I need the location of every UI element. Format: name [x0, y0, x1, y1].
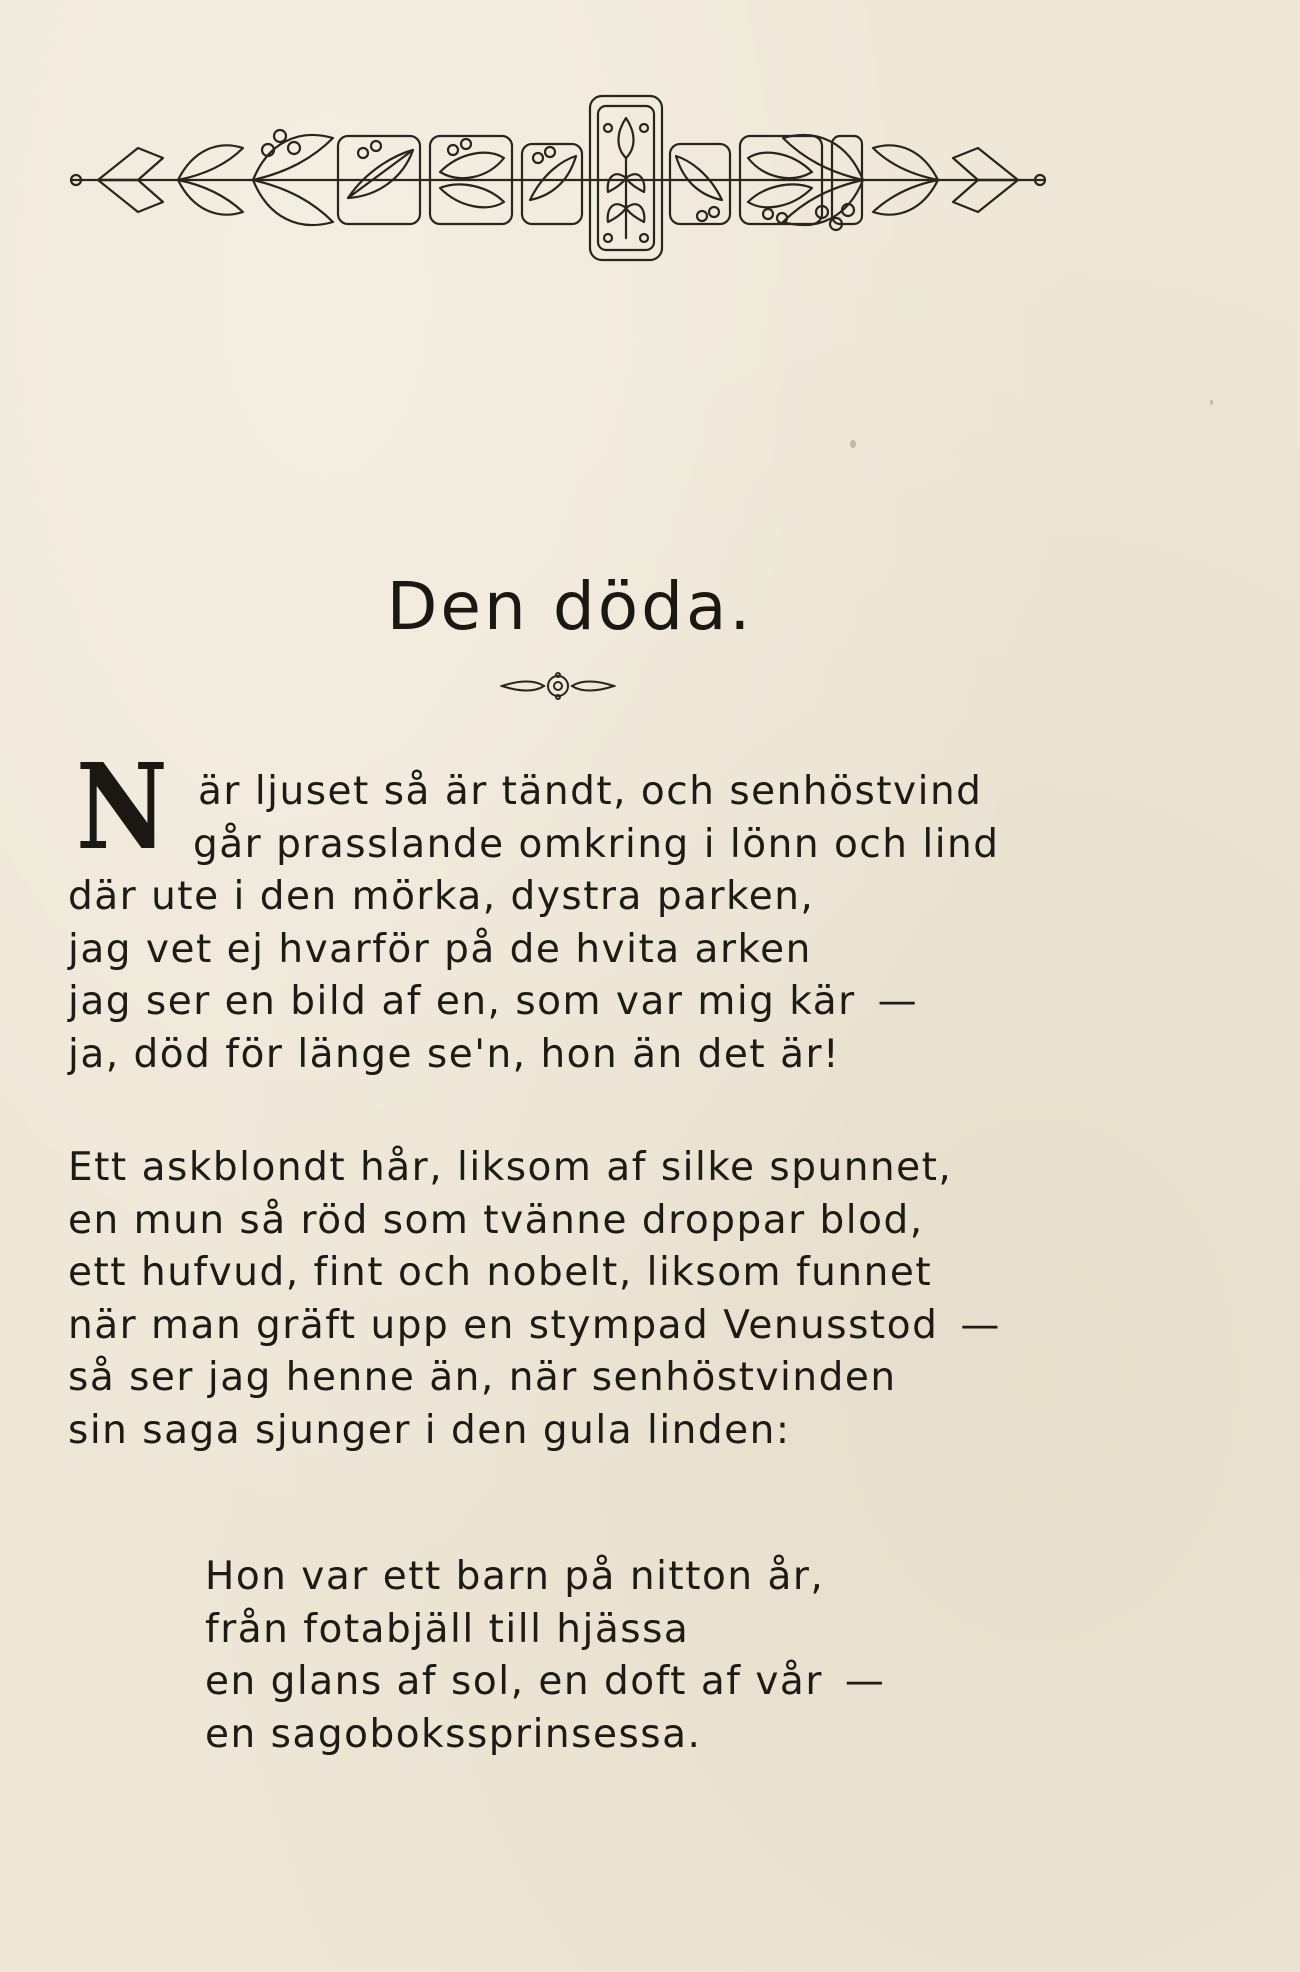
stanza-line — [68, 1300, 1001, 1353]
stanza-line: jag vet ej hvarför på de hvita arken — [68, 926, 812, 972]
stanza-1 — [68, 766, 1000, 1081]
stanza-line: en mun så röd som tvänne droppar blod, — [68, 1197, 924, 1243]
poem-title: Den döda. — [386, 568, 754, 645]
drop-cap: N — [76, 737, 168, 876]
stanza-line: en sagobokssprinsessa. — [205, 1711, 702, 1757]
stanza-line: är ljuset så är tändt, och senhöstvind — [198, 769, 983, 814]
stanza-line: Ett askblondt hår, liksom af silke spunnet, — [68, 1145, 953, 1190]
paper-speck — [850, 440, 856, 448]
title-divider-ornament — [500, 672, 616, 700]
stanza-2 — [68, 1142, 1001, 1457]
paper-speck — [1210, 400, 1213, 405]
stanza-line: sin saga sjunger i den gula linden: — [68, 1407, 791, 1453]
stanza-line-text: en glans af sol, en doft af vår — [205, 1659, 823, 1704]
stanza-3 — [205, 1551, 885, 1761]
em-dash: — — [844, 1659, 886, 1704]
stanza-line-text: när man gräft upp en stympad Venusstod — [68, 1302, 939, 1348]
stanza-line: ja, död för länge se'n, hon än det är! — [68, 1031, 841, 1077]
stanza-line: så ser jag henne än, när senhöstvinden — [68, 1355, 897, 1400]
stanza-line — [68, 976, 1000, 1029]
stanza-line: går prasslande omkring i lönn och lind — [193, 821, 1000, 867]
stanza-line: Hon var ett barn på nitton år, — [205, 1554, 825, 1599]
stanza-line: från fotabjäll till hjässa — [205, 1606, 690, 1652]
stanza-line-text: jag ser en bild af en, som var mig kär — [68, 979, 856, 1024]
header-ornament — [68, 88, 1048, 268]
stanza-line: där ute i den mörka, dystra parken, — [68, 874, 815, 919]
em-dash: — — [960, 1302, 1001, 1348]
em-dash: — — [877, 979, 919, 1024]
stanza-line: ett hufvud, fint och nobelt, liksom funnet — [68, 1250, 933, 1295]
stanza-line — [205, 1656, 885, 1709]
